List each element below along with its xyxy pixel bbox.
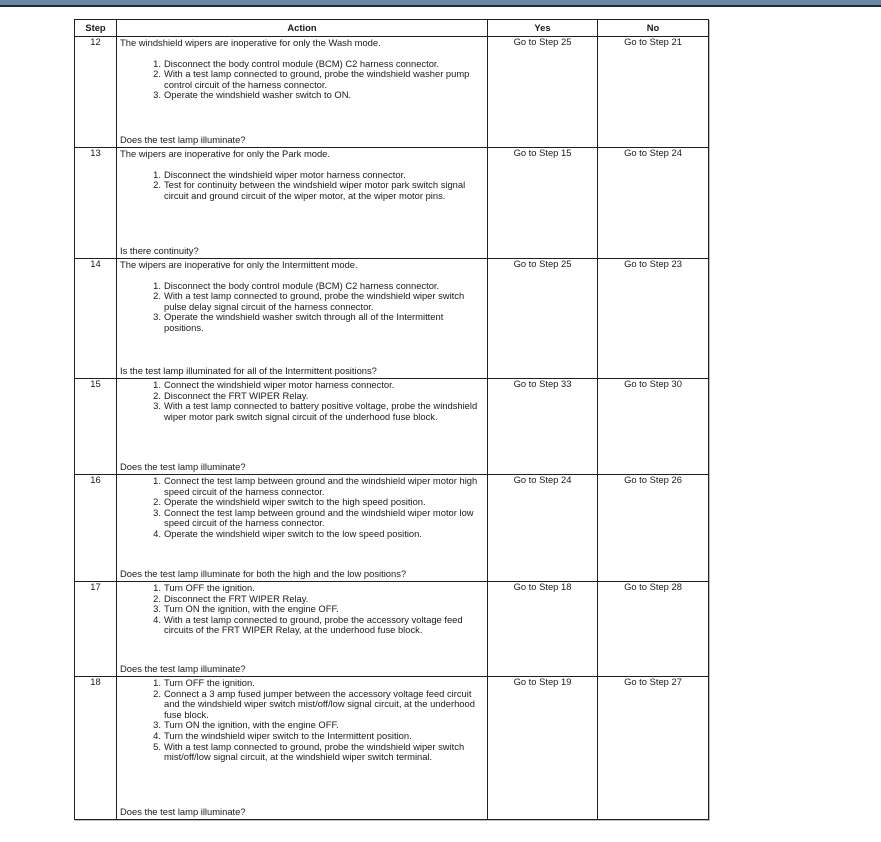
action-step-number: 1. [153,379,161,390]
action-question: Does the test lamp illuminate? [120,663,246,675]
yes-goto: Go to Step 25 [488,37,598,148]
step-number: 14 [75,259,117,379]
action-steps-list [120,476,485,540]
header-step: Step [75,20,117,37]
table-row [75,148,709,259]
action-step-item [151,90,485,101]
no-goto: Go to Step 28 [598,582,709,677]
action-step-number: 1. [153,168,161,180]
action-step-text: Operate the windshield washer switch to ON. [164,89,352,101]
action-step-text: Turn OFF the ignition. [164,677,255,688]
action-step-text: Turn OFF the ignition. [164,582,255,593]
action-step-item [151,742,485,763]
action-step-number: 3. [153,89,161,101]
action-step-text: Connect the test lamp between ground and the windshield wiper motor low speed circuit of the harness connector. [164,506,474,529]
action-step-number: 1. [153,677,161,688]
action-step-text: With a test lamp connected to ground, probe the accessory voltage feed circuits of the FRT WIPER Relay, at the underhood fuse block. [164,613,463,636]
no-goto: Go to Step 24 [598,148,709,259]
table-row [75,37,709,148]
action-cell [117,37,488,148]
action-steps-list [120,380,485,422]
action-question: Does the test lamp illuminate? [120,461,246,473]
action-steps-list [120,583,485,636]
table-row [75,259,709,379]
action-step-number: 3. [153,719,161,731]
action-step-item [151,312,485,333]
action-step-text: With a test lamp connected to battery positive voltage, probe the windshield wiper motor park switch signal circuit of the underhood fuse block. [164,400,478,422]
action-cell [117,582,488,677]
action-step-text: Disconnect the body control module (BCM) C2 harness connector. [164,57,440,69]
action-step-number: 2. [153,68,161,80]
no-goto: Go to Step 26 [598,475,709,582]
action-step-item [151,689,485,721]
action-step-text: Disconnect the windshield wiper motor harness connector. [164,168,406,180]
action-step-text: Disconnect the FRT WIPER Relay. [164,389,309,401]
action-question: Does the test lamp illuminate for both the high and the low positions? [120,568,407,580]
table-row [75,677,709,820]
action-step-text: Operate the windshield wiper switch to the high speed position. [164,496,426,508]
step-number: 13 [75,148,117,259]
action-step-text: Disconnect the FRT WIPER Relay. [164,592,309,604]
table-header-row [75,20,709,37]
action-step-text: Operate the windshield washer switch through all of the Intermittent positions. [164,311,444,333]
yes-goto: Go to Step 18 [488,582,598,677]
action-step-text: Connect the test lamp between ground and the windshield wiper motor high speed circuit of the harness connector. [164,475,478,497]
action-cell [117,379,488,475]
action-step-text: Turn ON the ignition, with the engine OFF. [164,603,339,615]
action-step-text: With a test lamp connected to ground, probe the windshield wiper switch pulse delay signal circuit of the harness connector. [164,290,465,312]
action-steps-list [120,59,485,101]
action-step-number: 1. [153,57,161,69]
no-goto: Go to Step 30 [598,379,709,475]
action-step-item [151,69,485,90]
action-step-text: Operate the windshield wiper switch to the low speed position. [164,527,422,539]
action-step-number: 3. [153,506,161,518]
window-top-bar [0,0,881,7]
action-step-number: 2. [153,496,161,508]
step-number: 17 [75,582,117,677]
action-step-text: Turn ON the ignition, with the engine OFF. [164,719,339,731]
action-cell [117,148,488,259]
yes-goto: Go to Step 24 [488,475,598,582]
action-step-number: 5. [153,740,161,752]
action-intro: The wipers are inoperative for only the Park mode. [120,148,330,159]
yes-goto: Go to Step 19 [488,677,598,820]
action-step-number: 2. [153,687,161,699]
action-intro: The windshield wipers are inoperative for only the Wash mode. [120,37,381,48]
action-step-text: Test for continuity between the windshield wiper motor park switch signal circuit and ground circuit of the wiper motor, at the wiper motor pins. [164,179,466,201]
action-intro: The wipers are inoperative for only the Intermittent mode. [120,259,358,270]
action-steps-list [120,678,485,763]
action-step-number: 2. [153,592,161,604]
yes-goto: Go to Step 15 [488,148,598,259]
action-step-text: With a test lamp connected to ground, probe the windshield wiper switch mist/off/low signal circuit, at the windshield wiper switch terminal. [164,740,465,763]
action-steps-list [120,281,485,334]
action-step-number: 3. [153,603,161,615]
action-step-number: 2. [153,179,161,191]
action-step-number: 4. [153,527,161,539]
action-question: Does the test lamp illuminate? [120,134,246,146]
action-step-number: 2. [153,389,161,401]
action-step-number: 3. [153,311,161,323]
step-number: 12 [75,37,117,148]
action-step-item [151,180,485,201]
action-question: Is there continuity? [120,245,199,257]
action-step-number: 1. [153,279,161,291]
action-steps-list [120,170,485,202]
action-step-text: Connect a 3 amp fused jumper between the accessory voltage feed circuit and the windshield wiper switch mist/off/low signal circuit, at the underhood fuse block. [164,687,475,720]
action-step-item [151,529,485,540]
action-step-number: 1. [153,475,161,486]
action-question: Does the test lamp illuminate? [120,806,246,818]
yes-goto: Go to Step 25 [488,259,598,379]
table-row [75,582,709,677]
action-step-item [151,476,485,497]
step-number: 16 [75,475,117,582]
action-step-text: Disconnect the body control module (BCM) C2 harness connector. [164,279,440,291]
action-step-text: Turn the windshield wiper switch to the Intermittent position. [164,729,412,741]
action-step-number: 2. [153,290,161,302]
header-action: Action [117,20,488,37]
no-goto: Go to Step 23 [598,259,709,379]
yes-goto: Go to Step 33 [488,379,598,475]
action-cell [117,475,488,582]
action-step-number: 4. [153,729,161,741]
action-cell [117,259,488,379]
action-step-item [151,615,485,636]
action-step-number: 4. [153,613,161,625]
action-step-item [151,291,485,312]
action-step-text: With a test lamp connected to ground, probe the windshield washer pump control circuit of the harness connector. [164,68,470,90]
action-step-text: Connect the windshield wiper motor harness connector. [164,379,395,390]
step-number: 15 [75,379,117,475]
header-yes: Yes [488,20,598,37]
diagnostic-steps-table [74,19,709,820]
action-step-item [151,401,485,422]
step-number: 18 [75,677,117,820]
action-question: Is the test lamp illuminated for all of the Intermittent positions? [120,365,377,377]
action-step-item [151,508,485,529]
action-cell [117,677,488,820]
header-no: No [598,20,709,37]
no-goto: Go to Step 21 [598,37,709,148]
table-row [75,379,709,475]
action-step-number: 3. [153,400,161,412]
action-step-number: 1. [153,582,161,593]
table-row [75,475,709,582]
no-goto: Go to Step 27 [598,677,709,820]
